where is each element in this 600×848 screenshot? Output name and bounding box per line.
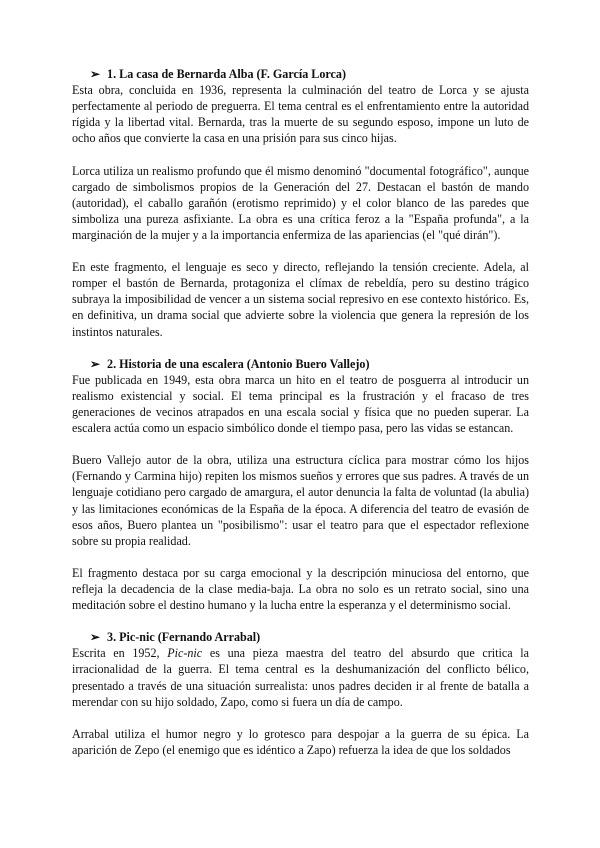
section-heading [72,66,529,82]
arrow-bullet-icon: ➢ [90,630,101,645]
paragraph: Buero Vallejo autor de la obra, utiliza una estructura cíclica para mostrar cómo los hijos (Fernando y Carmina hijo) repiten los mismos sueños y errores que sus padres. A través de un lenguaje cotidiano pero cargado de amargura, el autor denuncia la falta de voluntad (la abulia) y las limitaciones económicas de la España de la época. A diferencia del teatro de evasión de esos años, Buero plantea un "posibilismo": usar el teatro para que el espectador reflexione sobre su propia realidad. [72,453,529,548]
paragraph: Esta obra, concluida en 1936, representa la culminación del teatro de Lorca y se ajusta perfectamente al periodo de preguerra. El tema central es el enfrentamiento entre la autoridad rígida y la libertad vital. Bernarda, tras la muerte de su segundo esposo, impone un luto de ocho años que convierte la casa en una prisión para sus cinco hijas. [72,83,529,146]
paragraph: Fue publicada en 1949, esta obra marca un hito en el teatro de posguerra al introducir un realismo existencial y social. El tema principal es la frustración y el fracaso de tres generaciones de vecinos atrapados en una escala social y física que no pueden superar. La escalera actúa como un espacio simbólico donde el tiempo pasa, pero las vidas se estancan. [72,372,529,436]
paragraph: Escrita en 1952, Pic-nic es una pieza maestra del teatro del absurdo que critica la irracionalidad de la guerra. El tema central es la deshumanización del conflicto bélico, presentado a través de una situación surrealista: unos padres deciden ir al frente de batalla a merendar con su hijo soldado, Zapo, como si fuera un día de campo. [72,646,529,709]
section-heading-text: 3. Pic-nic (Fernando Arrabal) [107,630,261,645]
play-title: Pic-nic [167,646,203,661]
document-page [72,66,529,758]
paragraph: Lorca utiliza un realismo profundo que él mismo denominó "documental fotográfico", aunque cargado de simbolismos propios de la Generación del 27. Destacan el bastón de mando (autoridad), el caballo garañón (erotismo reprimido) y el color blanco de las paredes que simboliza una pureza asfixiante. La obra es una crítica feroz a la "España profunda", a la marginación de la mujer y a la importancia enfermiza de las apariencias (el "qué dirán"). [72,163,529,242]
section-arrabal [72,629,529,758]
section-lorca [72,66,529,356]
section-heading-text: 1. La casa de Bernarda Alba (F. García Lorca) [107,67,346,81]
arrow-bullet-icon: ➢ [90,67,101,81]
paragraph: Arrabal utiliza el humor negro y lo grotesco para despojar a la guerra de su épica. La aparición de Zepo (el enemigo que es idéntico a Zapo) refuerza la idea de que los soldados [72,726,529,757]
section-heading [72,356,529,372]
section-heading [72,629,529,645]
section-heading-text: 2. Historia de una escalera (Antonio Buero Vallejo) [107,356,370,371]
paragraph: En este fragmento, el lenguaje es seco y directo, reflejando la tensión creciente. Adela, al romper el bastón de Bernarda, protagoniza el clímax de rebeldía, pero su destino trágico subraya la imposibilidad de vencer a un sistema social represivo en ese contexto histórico. Es, en definitiva, un drama social que advierte sobre la violencia que genera la represión de los instintos naturales. [72,260,529,339]
section-buero-vallejo [72,356,529,630]
paragraph: El fragmento destaca por su carga emocional y la descripción minuciosa del entorno, que refleja la decadencia de la clase media-baja. La obra no solo es un retrato social, sino una meditación sobre el destino humano y la lucha entre la esperanza y el determinismo social. [72,565,529,613]
arrow-bullet-icon: ➢ [90,356,101,371]
